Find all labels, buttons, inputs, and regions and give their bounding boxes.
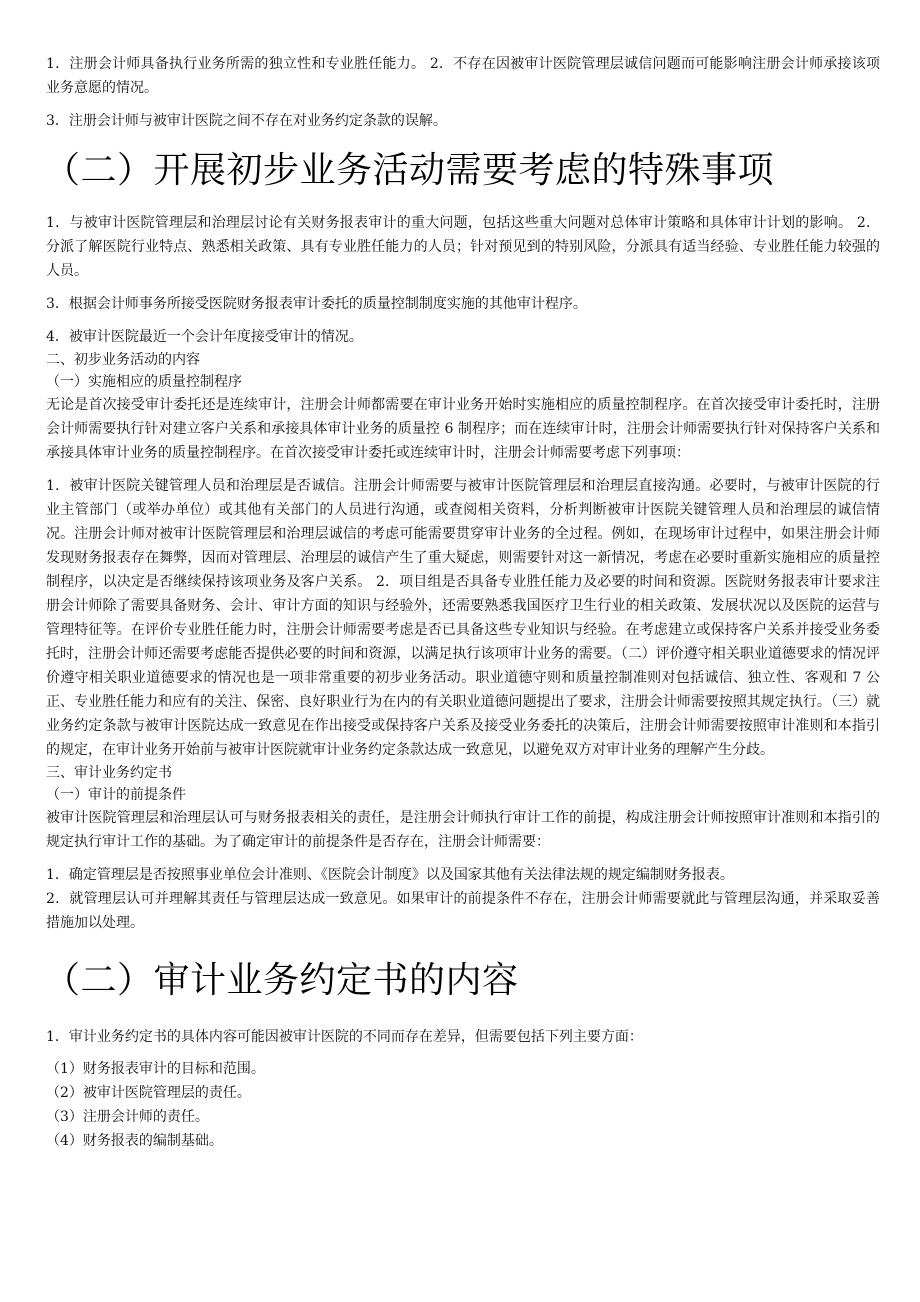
subsection-title-activity-content: 二、初步业务活动的内容 <box>46 352 200 368</box>
section-heading-special-matters: （二）开展初步业务活动需要考虑的特殊事项 <box>44 150 775 191</box>
list-item: （2）被审计医院管理层的责任。 <box>46 1085 251 1101</box>
paragraph-special-4: 4．被审计医院最近一个会计年度接受审计的情况。 <box>46 329 363 345</box>
list-item: （4）财务报表的编制基础。 <box>46 1133 223 1149</box>
list-item: （1）财务报表审计的目标和范围。 <box>46 1061 265 1077</box>
paragraph-special-1-2: 1．与被审计医院管理层和治理层讨论有关财务报表审计的重大问题，包括这些重大问题对总体审计策略和具体审计计划的影响。 2．分派了解医院行业特点、熟悉相关政策、具有专业胜任能力的人员；针对预见到的特别风险，分派具有适当经验、专业胜任能力较强的人员。 <box>46 215 880 279</box>
paragraph-quality-control: 无论是首次接受审计委托还是连续审计，注册会计师都需要在审计业务开始时实施相应的质量控制程序。在首次接受审计委托时，注册会计师需要执行针对建立客户关系和承接具体审计业务的质量控 6 制程序；而在连续审计时，注册会计师需要执行针对保持客户关系和承接具体审计业务的质量控制程序。在首次接受审计委托或连续审计时，注册会计师需要考虑下列事项： <box>46 397 880 461</box>
subsection-title-quality-control: （一）实施相应的质量控制程序 <box>46 374 242 390</box>
paragraph-preconditions: 被审计医院管理层和治理层认可与财务报表相关的责任，是注册会计师执行审计工作的前提，构成注册会计师按照审计准则和本指引的规定执行审计工作的基础。为了确定审计的前提条件是否存在，注册会计师需要： <box>46 810 880 850</box>
paragraph-prerequisite-3: 3．注册会计师与被审计医院之间不存在对业务约定条款的误解。 <box>46 113 447 129</box>
paragraph-special-3: 3．根据会计师事务所接受医院财务报表审计委托的质量控制制度实施的其他审计程序。 <box>46 296 587 312</box>
paragraph-precondition-2: 2．就管理层认可并理解其责任与管理层达成一致意见。如果审计的前提条件不存在，注册会计师需要就此与管理层沟通，并采取妥善措施加以处理。 <box>46 891 880 931</box>
paragraph-prerequisites-1-2: 1．注册会计师具备执行业务所需的独立性和专业胜任能力。 2．不存在因被审计医院管理层诚信问题而可能影响注册会计师承接该项业务意愿的情况。 <box>46 56 880 96</box>
paragraph-integrity-competence: 1．被审计医院关键管理人员和治理层是否诚信。注册会计师需要与被审计医院管理层和治理层直接沟通。必要时，与被审计医院的行业主管部门（或举办单位）或其他有关部门的人员进行沟通，或查阅相关资料，分析判断被审计医院关键管理人员和治理层的诚信情况。注册会计师对被审计医院管理层和治理层诚信的考虑可能需要贯穿审计业务的全过程。例如，在现场审计过程中，如果注册会计师发现财务报表存在舞弊，因而对管理层、治理层的诚信产生了重大疑虑，则需要针对这一新情况，考虑在必要时重新实施相应的质量控制程序，以决定是否继续保持该项业务及客户关系。 2．项目组是否具备专业胜任能力及必要的时间和资源。医院财务报表审计要求注册会计师除了需要具备财务、会计、审计方面的知识与经验外，还需要熟悉我国医疗卫生行业的相关政策、发展状况以及医院的运营与管理特征等。在评价专业胜任能力时，注册会计师需要考虑是否已具备这些专业知识与经验。在考虑建立或保持客户关系并接受业务委托时，注册会计师还需要考虑能否提供必要的时间和资源，以满足执行该项审计业务的需要。（二）评价遵守相关职业道德要求的情况评价遵守相关职业道德要求的情况也是一项非常重要的初步业务活动。职业道德守则和质量控制准则对包括诚信、独立性、客观和 7 公正、专业胜任能力和应有的关注、保密、良好职业行为在内的有关职业道德问题提出了要求，注册会计师需要按照其规定执行。（三）就业务约定条款与被审计医院达成一致意见在作出接受或保持客户关系及接受业务委托的决策后，注册会计师需要按照审计准则和本指引的规定，在审计业务开始前与被审计医院就审计业务约定条款达成一致意见，以避免双方对审计业务的理解产生分歧。 <box>46 478 880 758</box>
paragraph-letter-intro: 1．审计业务约定书的具体内容可能因被审计医院的不同而存在差异，但需要包括下列主要方面： <box>46 1029 643 1045</box>
subsection-title-preconditions: （一）审计的前提条件 <box>46 787 186 803</box>
list-item: （3）注册会计师的责任。 <box>46 1109 209 1125</box>
subsection-title-engagement-letter: 三、审计业务约定书 <box>46 765 172 781</box>
paragraph-precondition-1: 1．确定管理层是否按照事业单位会计准则、《医院会计制度》以及国家其他有关法律法规的规定编制财务报表。 <box>46 867 734 883</box>
section-heading-letter-content: （二）审计业务约定书的内容 <box>44 960 519 1001</box>
